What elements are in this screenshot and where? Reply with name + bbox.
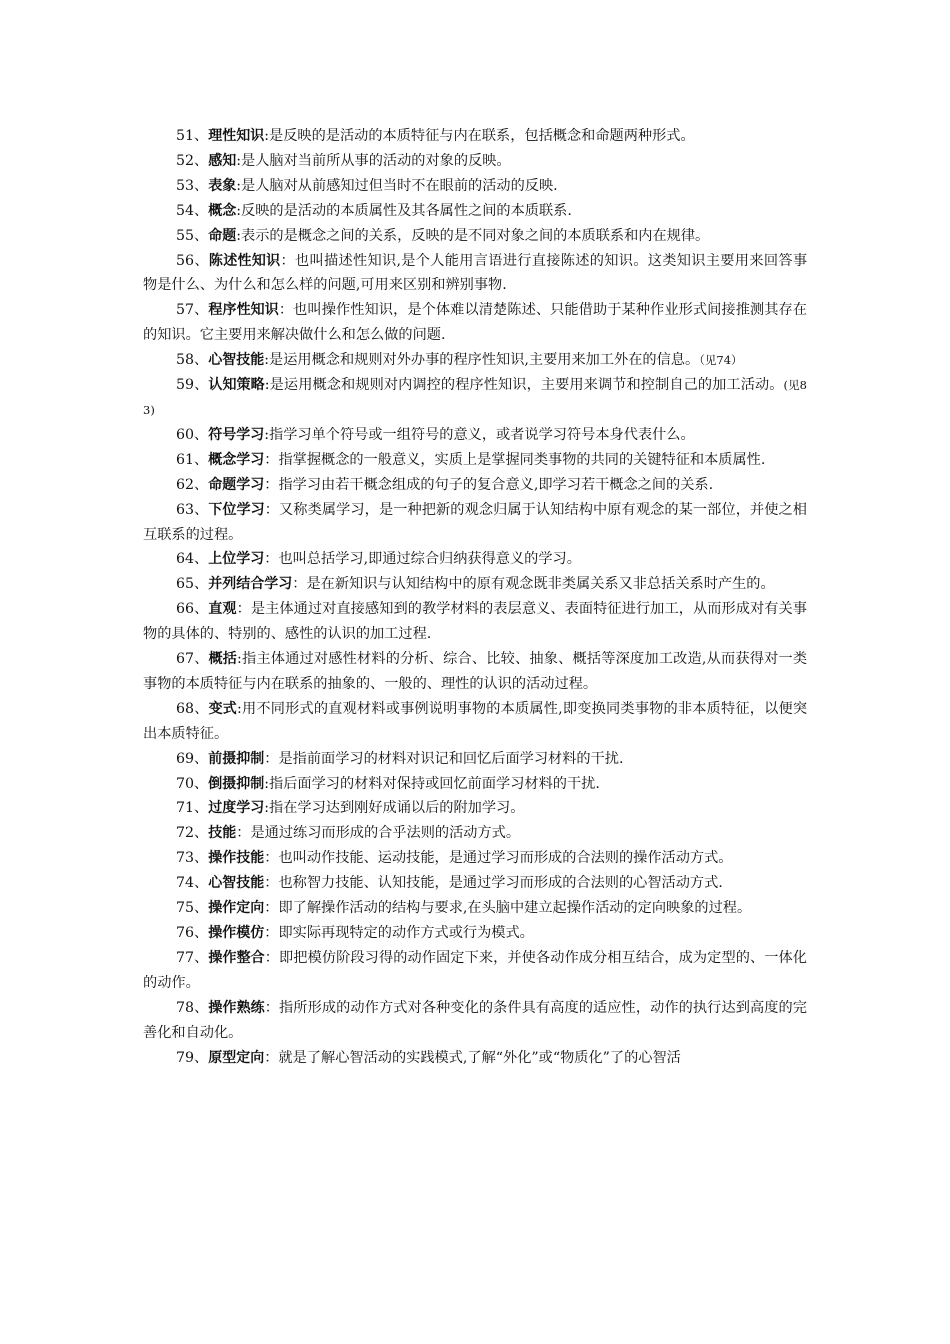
entry-number: 58、 [176, 352, 209, 369]
entry-term: 过度学习 [208, 800, 265, 817]
entry-term: 表象 [208, 177, 237, 194]
entry-number: 52、 [176, 152, 209, 169]
entry-term: 原型定向 [208, 1049, 265, 1066]
glossary-entry [143, 996, 807, 1046]
entry-term: 符号学习 [208, 426, 265, 443]
entry-number: 68、 [176, 700, 209, 717]
entry-term: 倒摄抑制 [208, 775, 265, 792]
entry-definition: :是运用概念和规则对内调控的程序性知识，主要用来调节和控制自己的加工活动。 [264, 377, 784, 394]
glossary-entry [143, 373, 807, 423]
entry-definition: ：即把模仿阶段习得的动作固定下来，并使各动作成分相互结合，成为定型的、一体化的动作。 [143, 949, 807, 991]
entry-definition: ：也叫动作技能、运动技能，是通过学习而形成的合法则的操作活动方式。 [264, 850, 733, 867]
entry-term: 下位学习 [208, 501, 265, 518]
entry-number: 69、 [176, 750, 209, 767]
glossary-entry [143, 149, 807, 174]
glossary-entry [143, 871, 807, 896]
glossary-entry [143, 423, 807, 448]
entry-definition: ：指学习由若干概念组成的句子的复合意义,即学习若干概念之间的关系. [264, 476, 714, 493]
entry-term: 概括 [208, 651, 237, 668]
entry-definition: ：也称智力技能、认知技能，是通过学习而形成的合法则的心智活动方式. [264, 875, 723, 892]
entry-number: 66、 [176, 601, 209, 618]
entry-definition: :表示的是概念之间的关系，反映的是不同对象之间的本质联系和内在规律。 [236, 227, 710, 244]
entry-number: 64、 [176, 551, 209, 568]
entry-definition: ：是在新知识与认知结构中的原有观念既非类属关系又非总括关系时产生的。 [292, 576, 775, 593]
entry-definition: :是人脑对当前所从事的活动的对象的反映。 [236, 152, 511, 169]
entry-term: 操作技能 [208, 850, 265, 867]
entry-definition: ：就是了解心智活动的实践模式,了解“外化”或“物质化”了的心智活 [264, 1049, 681, 1066]
entry-number: 57、 [176, 302, 209, 319]
entry-number: 67、 [176, 651, 209, 668]
entry-number: 55、 [176, 227, 209, 244]
entry-number: 51、 [176, 128, 209, 144]
entry-number: 76、 [176, 925, 209, 941]
entry-term: 心智技能 [208, 875, 265, 892]
entry-term: 操作定向 [208, 900, 265, 917]
glossary-entry [143, 224, 807, 249]
glossary-entry [143, 498, 807, 548]
entry-term: 陈述性知识 [208, 252, 281, 269]
entry-definition: ：也叫总括学习,即通过综合归纳获得意义的学习。 [264, 551, 581, 568]
entry-definition: :是运用概念和规则对外办事的程序性知识,主要用来加工外在的信息。 [264, 352, 700, 369]
glossary-entry [143, 124, 807, 149]
entry-number: 59、 [176, 377, 209, 394]
glossary-entry [143, 921, 807, 946]
entry-definition: ：也叫操作性知识，是个体难以清楚陈述、只能借助于某种作业形式间接推测其存在的知识。它主要用来解决做什么和怎么做的问题. [143, 302, 807, 344]
glossary-entry [143, 174, 807, 199]
glossary-entry [143, 348, 807, 373]
entry-definition: :指在学习达到刚好成诵以后的附加学习。 [264, 800, 525, 817]
entry-number: 71、 [176, 800, 209, 817]
entry-number: 72、 [176, 825, 209, 842]
entry-term: 操作整合 [208, 949, 265, 966]
entry-definition: ：即实际再现特定的动作方式或行为模式。 [264, 925, 534, 941]
glossary-entry [143, 796, 807, 821]
glossary-entry [143, 772, 807, 797]
glossary-entry [143, 821, 807, 846]
entry-definition: ：是通过练习而形成的合乎法则的活动方式。 [236, 825, 521, 842]
entry-definition: :反映的是活动的本质属性及其各属性之间的本质联系. [236, 202, 572, 219]
entry-term: 变式 [208, 700, 237, 717]
entry-definition: :指学习单个符号或一组符号的意义，或者说学习符号本身代表什么。 [264, 426, 695, 443]
entry-number: 62、 [176, 476, 209, 493]
entry-term: 上位学习 [208, 551, 265, 568]
entry-definition: ：也叫描述性知识,是个人能用言语进行直接陈述的知识。这类知识主要用来回答事物是什么、为什么和怎么样的问题,可用来区别和辨别事物. [143, 252, 808, 294]
entry-number: 78、 [176, 999, 209, 1016]
entry-reference-note: （见74） [699, 353, 743, 368]
entry-reference-note: (见83) [143, 378, 807, 417]
entry-definition: ：又称类属学习，是一种把新的观念归属于认知结构中原有观念的某一部位，并使之相互联系的过程。 [143, 501, 807, 543]
entry-term: 技能 [208, 825, 237, 842]
entry-definition: :指主体通过对感性材料的分析、综合、比较、抽象、概括等深度加工改造,从而获得对一类事物的本质特征与内在联系的抽象的、一般的、理性的认识的活动过程。 [143, 651, 808, 692]
entry-term: 概念 [208, 202, 237, 219]
glossary-list [143, 124, 807, 1070]
entry-term: 操作熟练 [208, 999, 265, 1016]
entry-number: 73、 [176, 850, 209, 867]
glossary-entry [143, 846, 807, 871]
entry-term: 概念学习 [208, 451, 265, 468]
entry-term: 直观 [208, 601, 237, 618]
glossary-entry [143, 747, 807, 772]
glossary-entry [143, 199, 807, 224]
entry-definition: ：指掌握概念的一般意义，实质上是掌握同类事物的共同的关键特征和本质属性. [264, 451, 766, 468]
entry-term: 理性知识 [208, 128, 265, 144]
entry-number: 74、 [176, 875, 209, 892]
glossary-entry [143, 249, 807, 299]
entry-number: 75、 [176, 900, 209, 917]
entry-number: 60、 [176, 426, 209, 443]
entry-definition: :是人脑对从前感知过但当时不在眼前的活动的反映. [236, 177, 558, 194]
entry-definition: ：是主体通过对直接感知到的教学材料的表层意义、表面特征进行加工，从而形成对有关事物的具体的、特别的、感性的认识的加工过程. [143, 601, 807, 643]
entry-definition: ：即了解操作活动的结构与要求,在头脑中建立起操作活动的定向映象的过程。 [264, 900, 752, 917]
entry-definition: ：是指前面学习的材料对识记和回忆后面学习材料的干扰. [264, 750, 624, 767]
entry-number: 79、 [176, 1049, 209, 1066]
entry-number: 56、 [176, 252, 209, 269]
entry-number: 53、 [176, 177, 209, 194]
entry-definition: :用不同形式的直观材料或事例说明事物的本质属性,即变换同类事物的非本质特征，以便突出本质特征。 [143, 700, 808, 742]
entry-number: 77、 [176, 949, 209, 966]
entry-definition: ：指所形成的动作方式对各种变化的条件具有高度的适应性，动作的执行达到高度的完善化和自动化。 [143, 999, 807, 1041]
entry-term: 认知策略 [208, 377, 265, 394]
glossary-entry [143, 896, 807, 921]
entry-number: 61、 [176, 451, 209, 468]
glossary-entry [143, 298, 807, 348]
entry-number: 54、 [176, 202, 209, 219]
entry-number: 70、 [176, 775, 209, 792]
glossary-entry [143, 448, 807, 473]
entry-term: 程序性知识 [208, 302, 279, 319]
glossary-entry [143, 597, 807, 647]
glossary-entry [143, 1046, 807, 1071]
entry-term: 感知 [208, 152, 237, 169]
glossary-entry [143, 946, 807, 996]
entry-term: 心智技能 [208, 352, 265, 369]
entry-number: 65、 [176, 576, 209, 593]
entry-definition: :指后面学习的材料对保持或回忆前面学习材料的干扰. [264, 775, 600, 792]
entry-definition: :是反映的是活动的本质特征与内在联系，包括概念和命题两种形式。 [264, 128, 695, 144]
entry-term: 并列结合学习 [208, 576, 293, 593]
entry-term: 命题学习 [208, 476, 265, 493]
entry-term: 命题 [208, 227, 237, 244]
glossary-entry [143, 572, 807, 597]
glossary-entry [143, 547, 807, 572]
entry-term: 操作模仿 [208, 925, 265, 941]
glossary-entry [143, 647, 807, 697]
glossary-entry [143, 697, 807, 747]
entry-term: 前摄抑制 [208, 750, 265, 767]
entry-number: 63、 [176, 501, 209, 518]
glossary-entry [143, 473, 807, 498]
